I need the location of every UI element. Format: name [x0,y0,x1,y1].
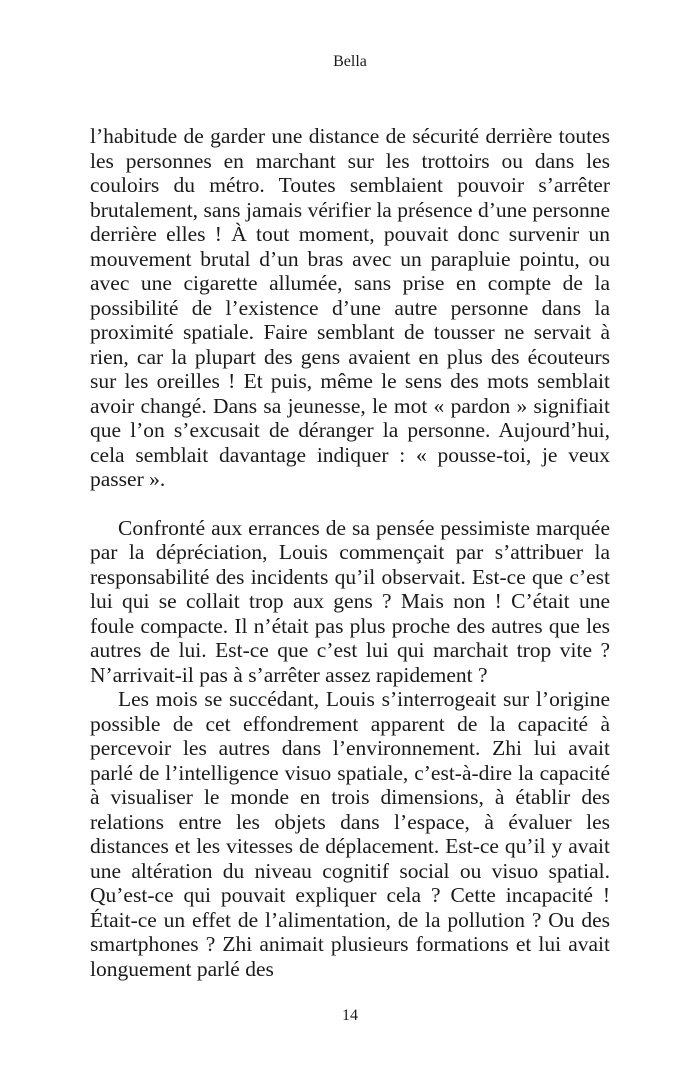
page-number: 14 [342,1007,358,1024]
paragraph: Confronté aux errances de sa pensée pessimiste marquée par la dépréciation, Louis commençait par s’attribuer la responsabilité des incidents qu’il observait. Est-ce que c’est lui qui se collait trop aux gens ? Mais non ! C’était une foule compacte. Il n’était pas plus proche des autres que les autres de lui. Est-ce que c’est lui qui marchait trop vite ? N’arrivait-il pas à s’arrêter assez rapidement ? [90,515,610,687]
page-body [90,124,610,981]
paragraph-continuation: l’habitude de garder une distance de sécurité derrière toutes les personnes en marchant sur les trottoirs ou dans les couloirs du métro. Toutes semblaient pouvoir s’arrêter brutalement, sans jamais vérifier la présence d’une personne derrière elles ! À tout moment, pouvait donc survenir un mouvement brutal d’un bras avec un parapluie pointu, ou avec une cigarette allumée, sans prise en compte de la possibilité de l’existence d’une autre personne dans la proximité spatiale. Faire semblant de tousser ne servait à rien, car la plupart des gens avaient en plus des écouteurs sur les oreilles ! Et puis, même le sens des mots semblait avoir changé. Dans sa jeunesse, le mot « pardon » signifiait que l’on s’excusait de déranger la personne. Aujourd’hui, cela semblait davantage indiquer : « pousse-toi, je veux passer ». [90,124,610,491]
paragraph: Les mois se succédant, Louis s’interrogeait sur l’origine possible de cet effondrement apparent de la capacité à percevoir les autres dans l’environnement. Zhi lui avait parlé de l’intelligence visuo spatiale, c’est-à-dire la capacité à visualiser le monde en trois dimensions, à établir des relations entre les objets dans l’espace, à évaluer les distances et les vitesses de déplacement. Est-ce qu’il y avait une altération du niveau cognitif social ou visuo spatial. Qu’est-ce qui pouvait expliquer cela ? Cette incapacité ! Était-ce un effet de l’alimentation, de la pollution ? Ou des smartphones ? Zhi animait plusieurs formations et lui avait longuement parlé des [90,687,610,981]
running-header: Bella [333,53,367,70]
